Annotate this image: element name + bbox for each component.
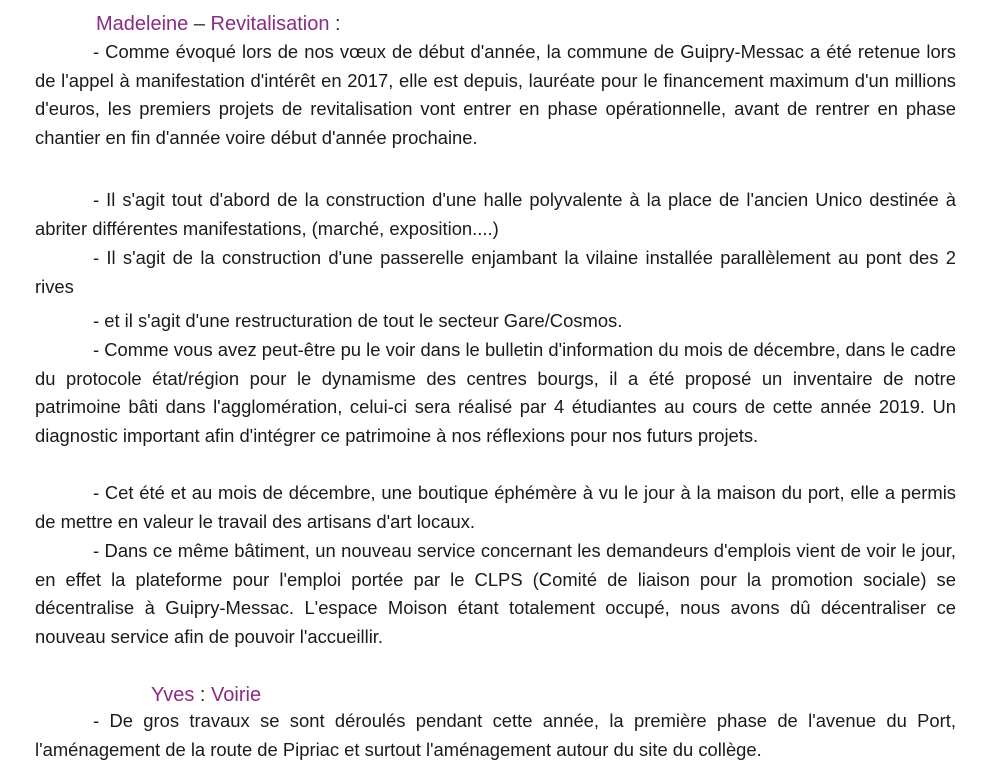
heading-colon: : — [329, 13, 341, 35]
paragraph: - Comme évoqué lors de nos vœux de début d'année, la commune de Guipry-Messac a été retenue lors de l'appel à manifestation d'intérêt en 2017, elle est depuis, lauréate pour le financement maximum d'un millions d'euros, les premiers projets de revitalisation vont entrer en phase opérationnelle, avant de rentrer en phase chantier en fin d'année voire début d'année prochaine. — [35, 41, 956, 148]
section-heading-voirie — [151, 683, 261, 707]
section-topic: Revitalisation — [210, 13, 330, 35]
paragraph: - Cet été et au mois de décembre, une boutique éphémère à vu le jour à la maison du port, elle a permis de mettre en valeur le travail des artisans d'art locaux. — [35, 482, 956, 532]
heading-separator: : — [194, 684, 212, 706]
paragraph: - De gros travaux se sont déroulés pendant cette année, la première phase de l'avenue du Port, l'aménagement de la route de Pipriac et surtout l'aménagement autour du site du collège. — [35, 710, 956, 760]
paragraph: - Il s'agit tout d'abord de la construction d'une halle polyvalente à la place de l'ancien Unico destinée à abriter différentes manifestations, (marché, exposition....) — [35, 189, 956, 239]
speaker-name: Yves — [151, 684, 195, 706]
speaker-name: Madeleine — [96, 13, 189, 35]
paragraph: - et il s'agit d'une restructuration de tout le secteur Gare/Cosmos. — [93, 310, 623, 331]
paragraph: - Dans ce même bâtiment, un nouveau service concernant les demandeurs d'emplois vient de voir le jour, en effet la plateforme pour l'emploi portée par le CLPS (Comité de liaison pour la promotion sociale) se décentralise à Guipry-Messac. L'espace Moison étant totalement occupé, nous avons dû décentraliser ce nouveau service afin de pouvoir l'accueillir. — [35, 540, 956, 647]
paragraph: - Comme vous avez peut-être pu le voir dans le bulletin d'information du mois de décembre, dans le cadre du protocole état/région pour le dynamisme des centres bourgs, il a été proposé un inventaire de notre patrimoine bâti dans l'agglomération, celui-ci sera réalisé par 4 étudiantes au cours de cette année 2019. Un diagnostic important afin d'intégrer ce patrimoine à nos réflexions pour nos futurs projets. — [35, 339, 956, 446]
section-topic: Voirie — [211, 684, 262, 706]
section-heading-revitalisation — [96, 12, 341, 36]
heading-separator: – — [188, 13, 211, 35]
paragraph: - Il s'agit de la construction d'une passerelle enjambant la vilaine installée parallèlement au pont des 2 rives — [35, 247, 956, 297]
